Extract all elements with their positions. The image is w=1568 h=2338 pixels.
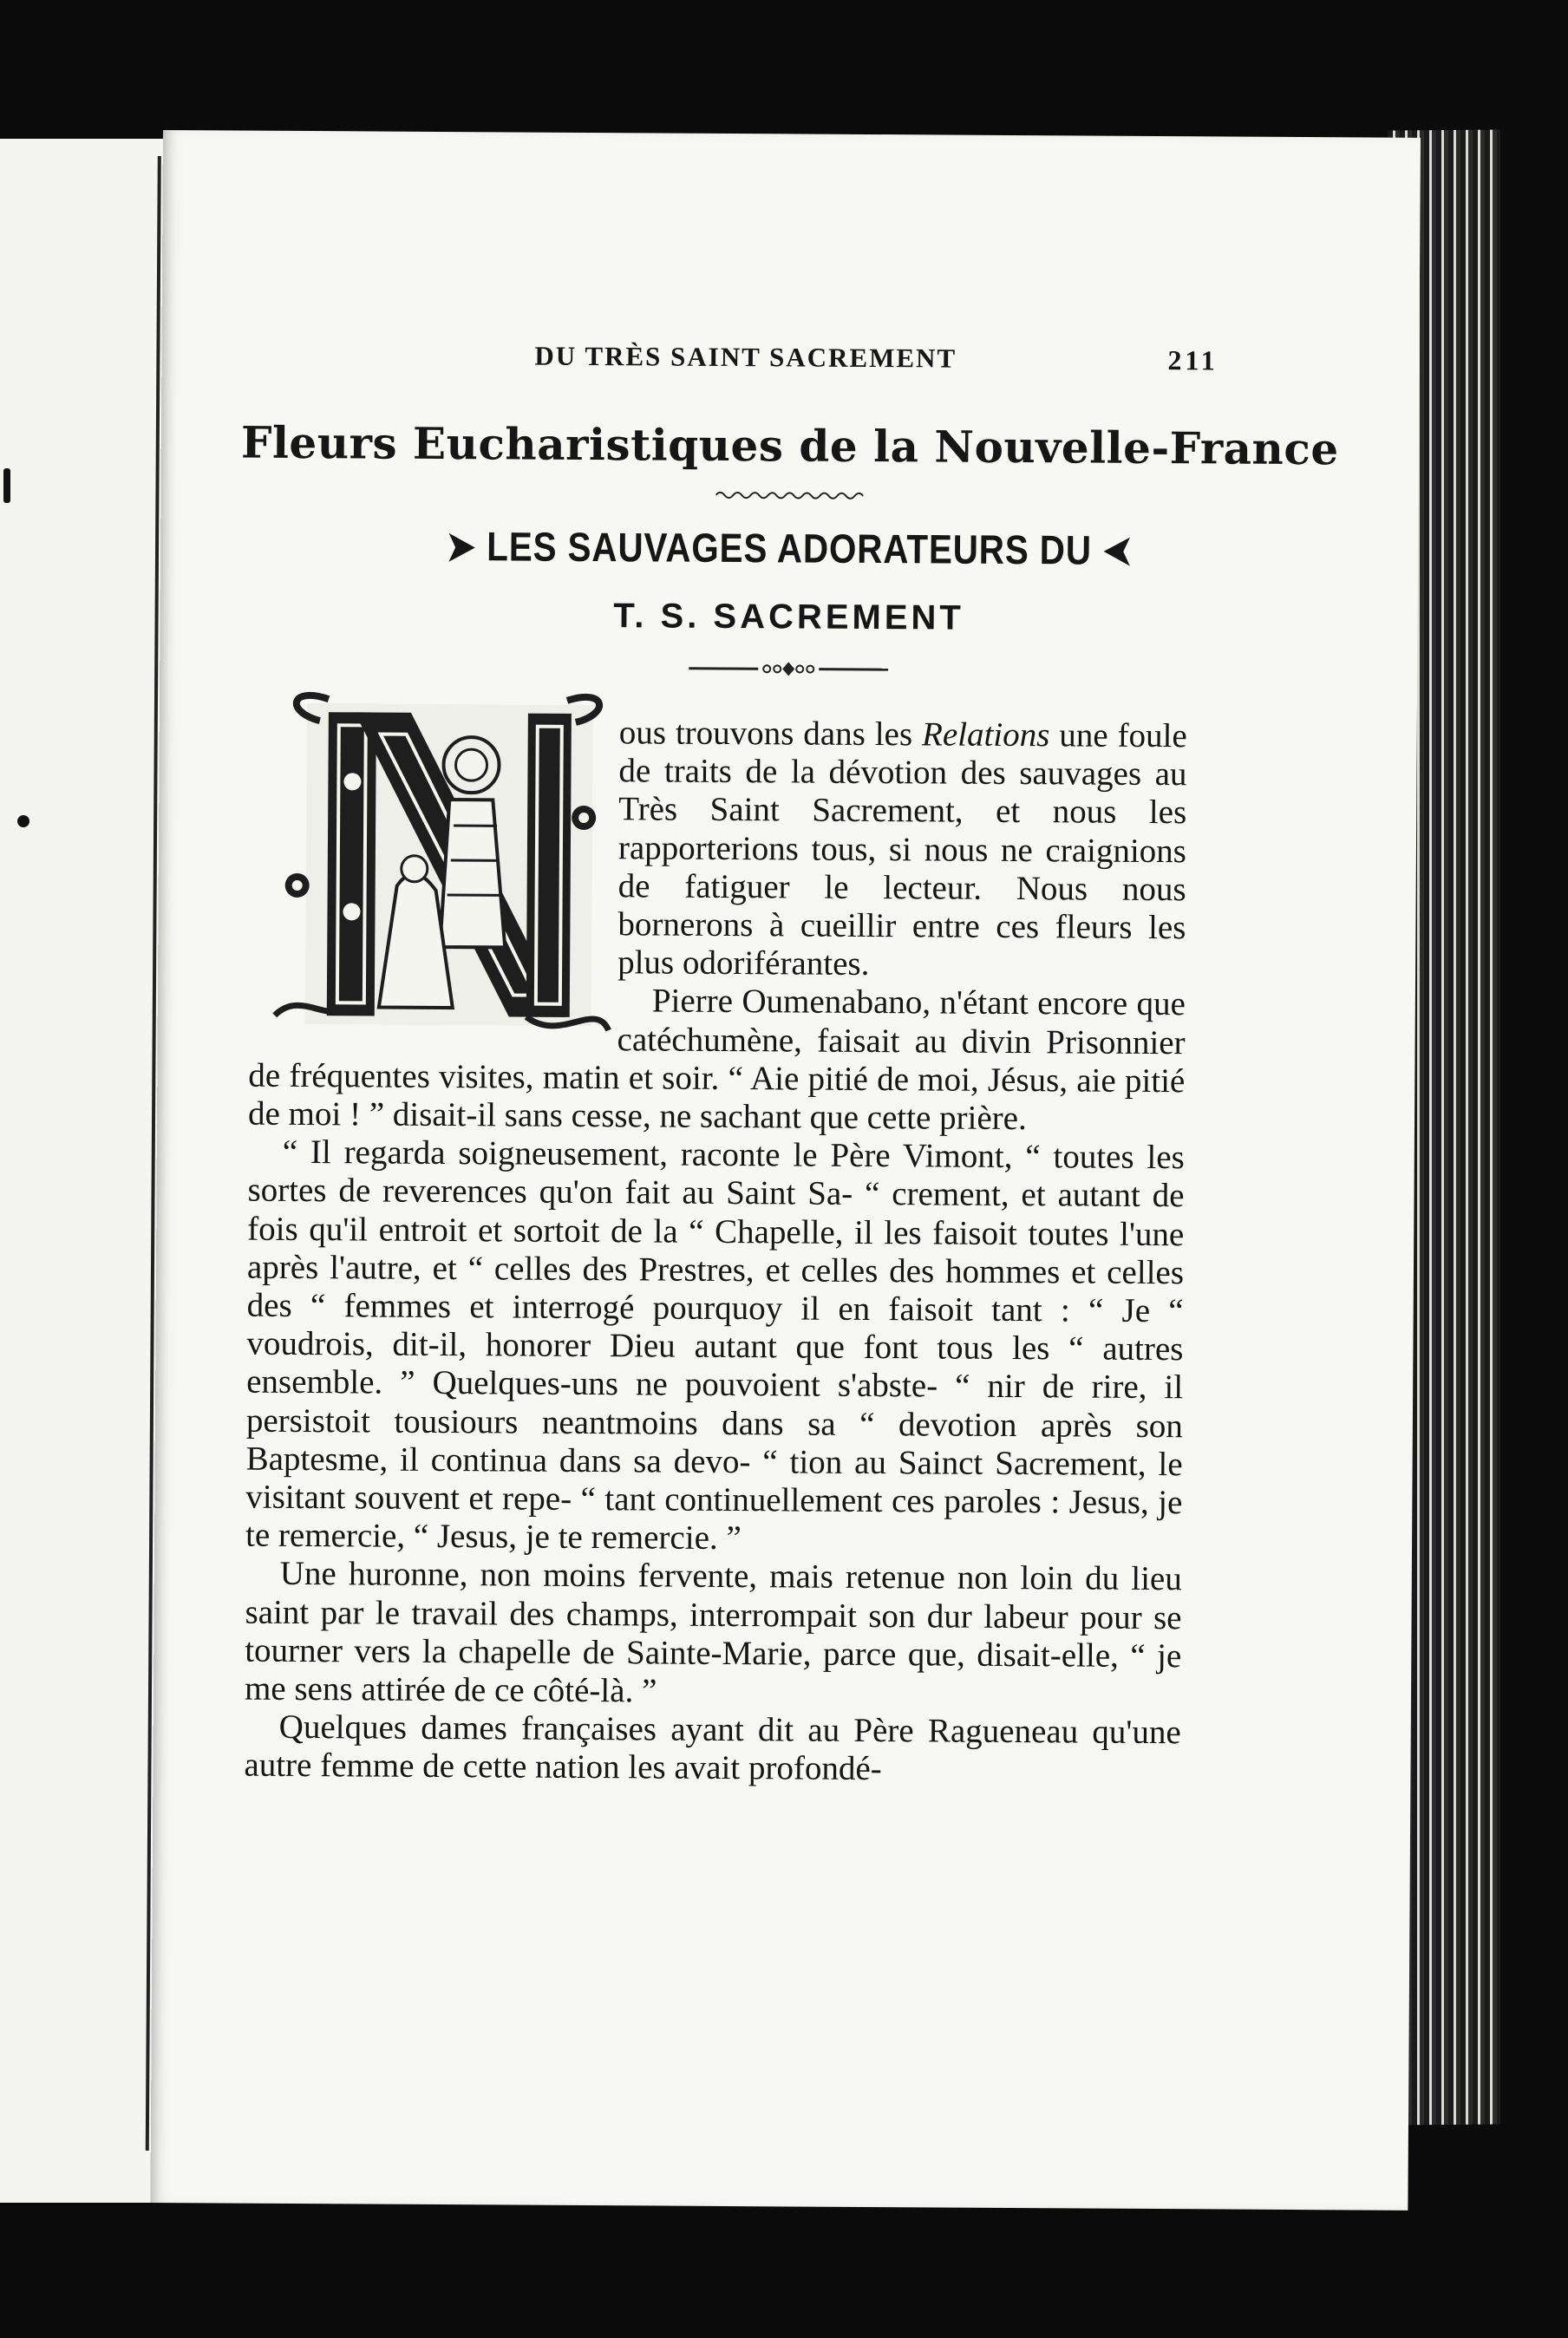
ink-speck bbox=[3, 468, 10, 503]
paragraph-3-quotation: “ Il regarda soigneusement, raconte le Père Vimont, “ toutes les sortes de reverences qu'on fait au Saint Sa- “ crement, et autant de fois qu'il entroit et sortoit de la “ Chapelle, il les faisoit toutes l'une après l'autre, et “ celles des Prestres, et celles des hommes et celles des “ femmes et interrogé pourquoy il en faisoit tant : “ Je “ voudrois, dit-il, honorer Dieu autant que font tous les “ autres ensemble. ” Quelques-uns ne pouvoient s'abste- “ nir de rire, il persistoit tousiours neantmoins dans sa “ devotion après son Baptesme, il continua dans sa devo- “ tion au Sainct Sacrement, le visitant souvent et repe- “ tant continuellement ces paroles : Jesus, je te remercie, “ Jesus, je te remercie. ” bbox=[245, 1133, 1185, 1558]
wavy-rule bbox=[160, 486, 1418, 510]
dropcap-space bbox=[249, 712, 619, 1035]
title-ornament-right: ➤ bbox=[1101, 526, 1133, 573]
ink-speck bbox=[17, 815, 29, 827]
running-head bbox=[161, 338, 1419, 389]
paragraph-1-italic: Relations bbox=[921, 715, 1050, 754]
paragraph-4: Une huronne, non moins fervente, mais retenue non loin du lieu saint par le travail des champs, interrompait son dur labeur pour se tourner vers la chapelle de Sainte-Marie, parce que, disait-elle, “ je me sens attirée de ce côté-là. ” bbox=[244, 1555, 1182, 1710]
article-subtitle: T. S. SACREMENT bbox=[613, 597, 964, 637]
article-title-text: LES SAUVAGES ADORATEURS DU bbox=[487, 523, 1093, 573]
paragraph-1-lead: ous trouvons dans les bbox=[618, 714, 923, 754]
series-title: Fleurs Eucharistiques de la Nouvelle-France bbox=[240, 416, 1339, 475]
running-title: DU TRÈS SAINT SACREMENT bbox=[534, 340, 957, 374]
paragraph-1-rest: une foule de traits de la dévotion des sauvages au Très Saint Sacrement, et nous les rapporterions tous, si nous ne craignions de fatiguer le lecteur. Nous nous bornerons à cueillir entre ces fleurs les plus odoriférantes. bbox=[617, 716, 1187, 983]
page-number: 211 bbox=[1167, 344, 1218, 376]
paragraph-2: Pierre Oumenabano, n'étant encore que catéchumène, faisait au divin Prisonnier de fréquentes visites, matin et soir. “ Aie pitié de moi, Jésus, aie pitié de moi ! ” disait-il sans cesse, ne sachant que cette prière. bbox=[247, 982, 1186, 1138]
article-title bbox=[248, 521, 1330, 577]
ornament-rule bbox=[160, 655, 1417, 688]
body-text bbox=[244, 712, 1187, 1791]
previous-page-edge bbox=[0, 139, 167, 2203]
book-page bbox=[150, 130, 1421, 2211]
paragraph-5: Quelques dames françaises ayant dit au Père Ragueneau qu'une autre femme de cette nation les avait profondé- bbox=[244, 1708, 1181, 1788]
title-ornament-left: ➤ bbox=[446, 523, 477, 570]
